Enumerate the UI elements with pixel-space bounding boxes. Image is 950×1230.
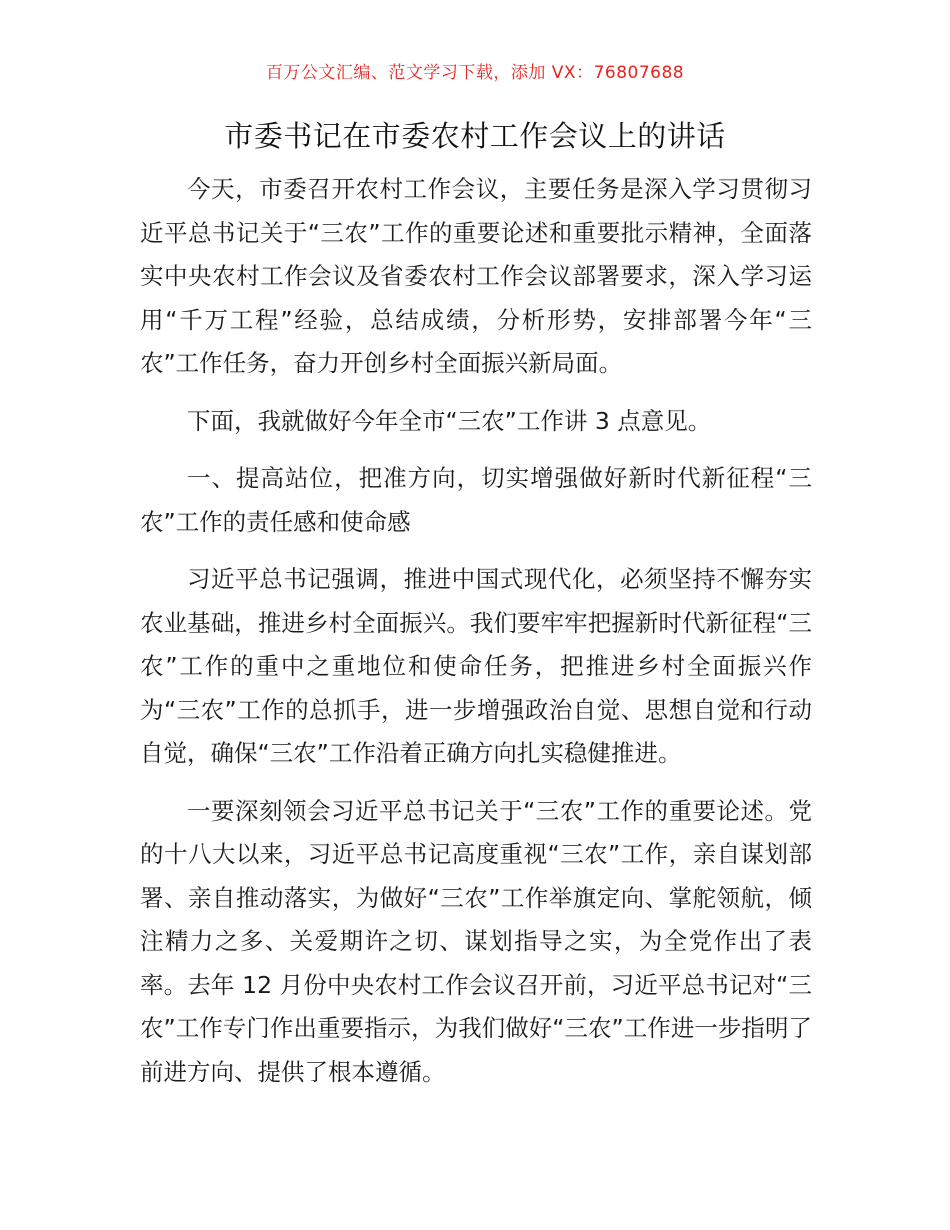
paragraph-intro: 今天，市委召开农村工作会议，主要任务是深入学习贯彻习近平总书记关于“三农”工作的重要论述和重要批示精神，全面落实中央农村工作会议及省委农村工作会议部署要求，深入学习运用“千万工程”经验，总结成绩，分析形势，安排部署今年“三农”工作任务，奋力开创乡村全面振兴新局面。: [140, 175, 812, 377]
header-watermark: 百万公文汇编、范文学习下载，添加 VX：76807688: [265, 63, 685, 83]
document-body: [140, 168, 812, 1108]
document-title: 市委书记在市委农村工作会议上的讲话: [224, 119, 726, 153]
section-heading-1: 一、提高站位，把准方向，切实增强做好新时代新征程“三农”工作的责任感和使命感: [140, 464, 812, 536]
paragraph-outline: 下面，我就做好今年全市“三农”工作讲 3 点意见。: [187, 406, 712, 435]
paragraph-point-1: 一要深刻领会习近平总书记关于“三农”工作的重要论述。党的十八大以来，习近平总书记高度重视“三农”工作，亲自谋划部署、亲自推动落实，为做好“三农”工作举旗定向、掌舵领航，倾注精力之多、关爱期许之切、谋划指导之实，为全党作出了表率。去年 12 月份中央农村工作会议召开前，习近平总书记对“三农”工作专门作出重要指示，为我们做好“三农”工作进一步指明了前进方向、提供了根本遵循。: [140, 796, 812, 1086]
paragraph-section-1: 习近平总书记强调，推进中国式现代化，必须坚持不懈夯实农业基础，推进乡村全面振兴。我们要牢牢把握新时代新征程“三农”工作的重中之重地位和使命任务，把推进乡村全面振兴作为“三农”工作的总抓手，进一步增强政治自觉、思想自觉和行动自觉，确保“三农”工作沿着正确方向扎实稳健推进。: [140, 565, 812, 767]
